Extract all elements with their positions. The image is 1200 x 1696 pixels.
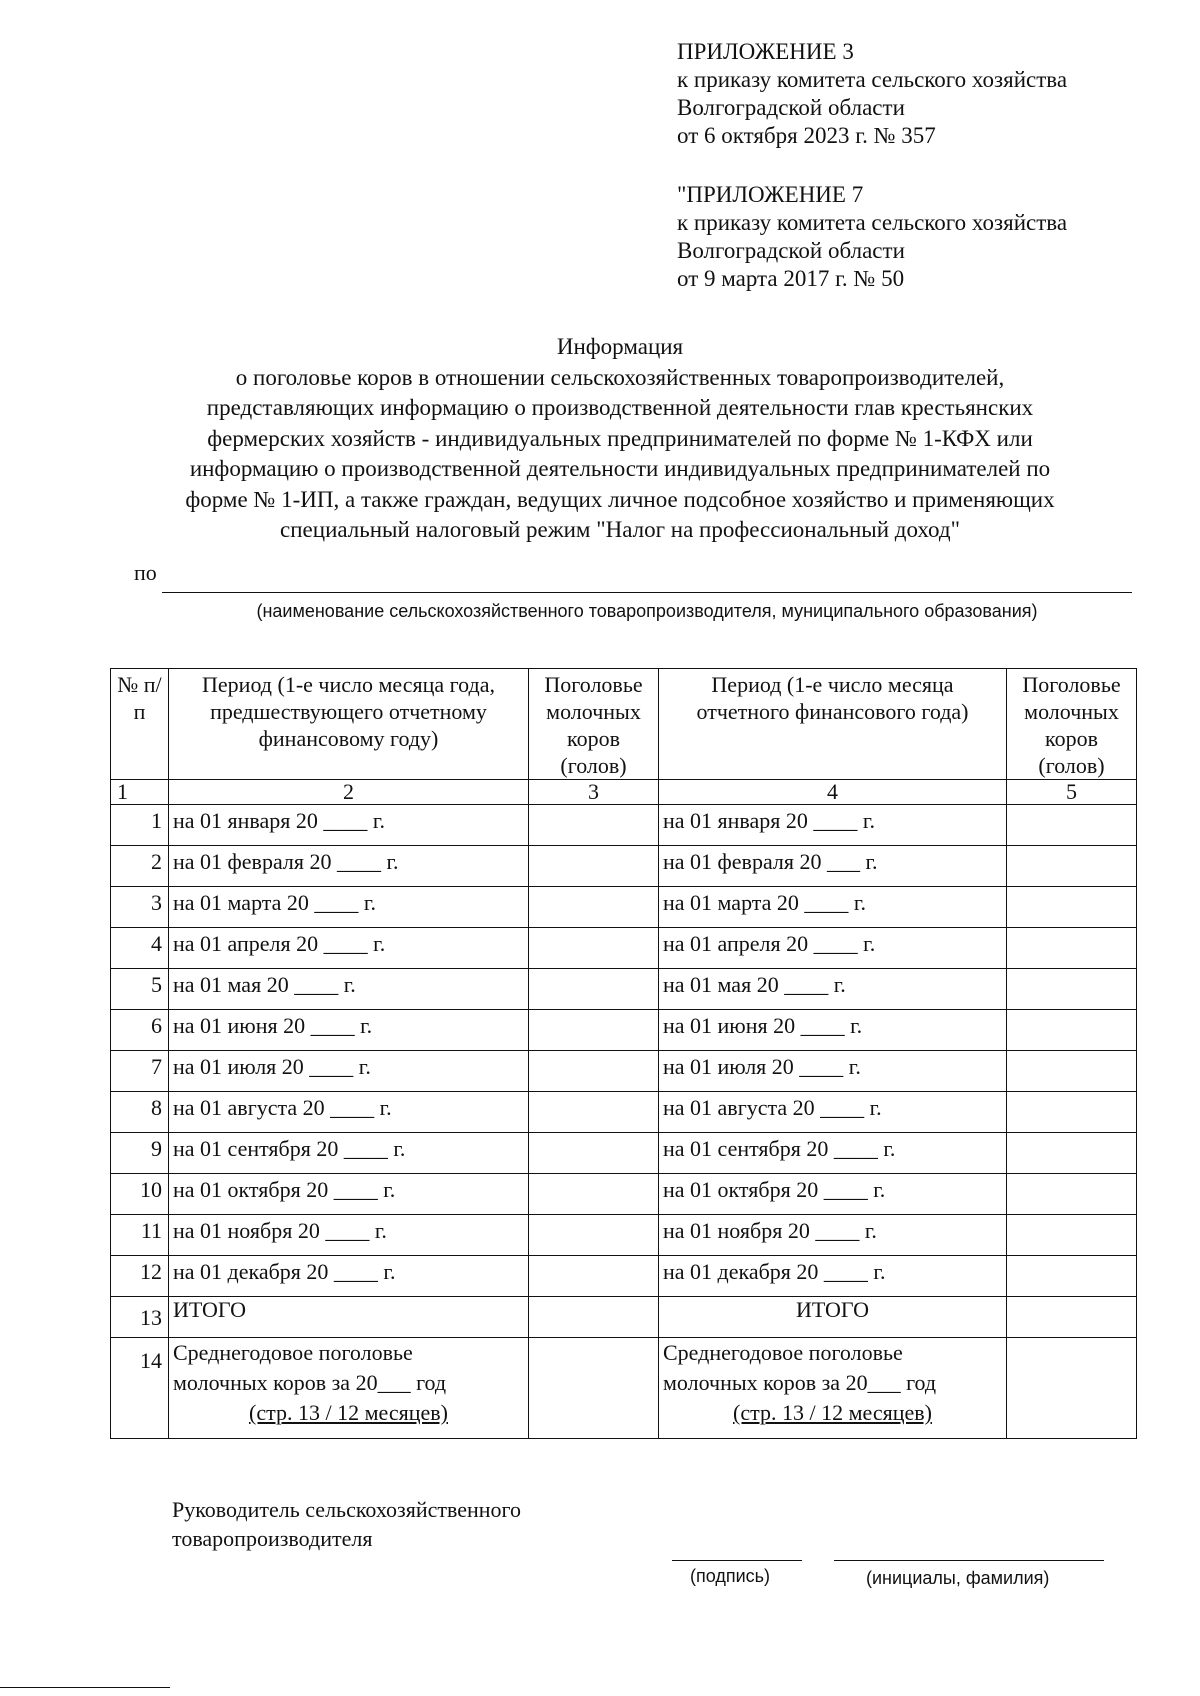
appendix-7-line: от 9 марта 2017 г. № 50 — [677, 266, 905, 291]
table-row — [111, 1256, 1137, 1297]
name-caption: (инициалы, фамилия) — [866, 1568, 1050, 1588]
producer-name-field[interactable] — [162, 592, 1132, 593]
prev-period-cell: на 01 января 20 ____ г. — [169, 805, 529, 846]
document-title-line: представляющих информацию о производственной деятельности глав крестьянских — [206, 395, 1034, 420]
row-number: 1 — [111, 805, 169, 846]
table-row — [111, 1174, 1137, 1215]
table-row — [111, 1092, 1137, 1133]
prev-average-line: молочных коров за 20___ год — [173, 1370, 447, 1395]
prev-period-cell: на 01 февраля 20 ____ г. — [169, 846, 529, 887]
cur-period-cell: на 01 мая 20 ____ г. — [659, 969, 1007, 1010]
prev-average-label — [169, 1338, 529, 1439]
cur-period-cell: на 01 декабря 20 ____ г. — [659, 1256, 1007, 1297]
prev-period-cell: на 01 ноября 20 ____ г. — [169, 1215, 529, 1256]
appendix-7-line: к приказу комитета сельского хозяйства — [677, 210, 1068, 235]
prev-period-cell: на 01 июля 20 ____ г. — [169, 1051, 529, 1092]
prev-count-cell[interactable] — [529, 1133, 659, 1174]
cur-period-cell: на 01 ноября 20 ____ г. — [659, 1215, 1007, 1256]
appendix-7-line: Волгоградской области — [677, 238, 905, 263]
prev-count-cell[interactable] — [529, 887, 659, 928]
signature-title-line: товаропроизводителя — [172, 1526, 373, 1551]
document-title-line: фермерских хозяйств - индивидуальных предпринимателей по форме № 1-КФХ или — [207, 425, 1033, 451]
cur-average-label — [659, 1338, 1007, 1439]
table-header-row — [111, 669, 1137, 780]
prev-period-cell: на 01 июня 20 ____ г. — [169, 1010, 529, 1051]
row-number: 4 — [111, 928, 169, 969]
signature-title-line: Руководитель сельскохозяйственного — [172, 1497, 522, 1522]
prev-period-cell: на 01 марта 20 ____ г. — [169, 887, 529, 928]
prev-count-cell[interactable] — [529, 928, 659, 969]
row-number: 6 — [111, 1010, 169, 1051]
column-number: 5 — [1007, 780, 1137, 805]
cur-count-cell[interactable] — [1007, 887, 1137, 928]
cur-average-cell[interactable] — [1007, 1338, 1137, 1439]
prev-count-cell[interactable] — [529, 1092, 659, 1133]
prev-count-cell[interactable] — [529, 969, 659, 1010]
column-number-row — [111, 780, 1137, 805]
prev-average-line: Среднегодовое поголовье — [173, 1340, 413, 1365]
producer-name-caption: (наименование сельскохозяйственного товаропроизводителя, муниципального образования) — [256, 601, 1038, 621]
document-title-line: форме № 1-ИП, а также граждан, ведущих личное подсобное хозяйство и применяющих — [185, 486, 1055, 512]
cur-period-cell: на 01 марта 20 ____ г. — [659, 887, 1007, 928]
prev-count-cell[interactable] — [529, 1174, 659, 1215]
prev-period-cell: на 01 сентября 20 ____ г. — [169, 1133, 529, 1174]
cur-period-cell: на 01 февраля 20 ___ г. — [659, 846, 1007, 887]
cur-average-line: Среднегодовое поголовье — [663, 1340, 903, 1365]
header-cur-period: Период (1-е число месяца отчетного финансового года) — [659, 669, 1007, 780]
cur-period-cell: на 01 апреля 20 ____ г. — [659, 928, 1007, 969]
cur-period-cell: на 01 октября 20 ____ г. — [659, 1174, 1007, 1215]
prev-total-cell[interactable] — [529, 1297, 659, 1338]
cur-period-cell: на 01 сентября 20 ____ г. — [659, 1133, 1007, 1174]
prev-period-cell: на 01 апреля 20 ____ г. — [169, 928, 529, 969]
cur-total-cell[interactable] — [1007, 1297, 1137, 1338]
document-heading: Информация — [556, 334, 684, 359]
appendix-3-line: к приказу комитета сельского хозяйства — [677, 67, 1068, 92]
document-title-line: о поголовье коров в отношении сельскохозяйственных товаропроизводителей, — [235, 364, 1005, 390]
prev-count-cell[interactable] — [529, 1010, 659, 1051]
header-cur-count: Поголовье молочных коров (голов) — [1007, 669, 1137, 780]
prev-count-cell[interactable] — [529, 1256, 659, 1297]
prev-period-cell: на 01 декабря 20 ____ г. — [169, 1256, 529, 1297]
table-row — [111, 846, 1137, 887]
row-number: 12 — [111, 1256, 169, 1297]
header-prev-count: Поголовье молочных коров (голов) — [529, 669, 659, 780]
prev-total-label: ИТОГО — [169, 1297, 529, 1338]
column-number: 3 — [529, 780, 659, 805]
table-row — [111, 969, 1137, 1010]
appendix-3-line: Волгоградской области — [677, 95, 905, 120]
row-number: 10 — [111, 1174, 169, 1215]
cur-period-cell: на 01 июля 20 ____ г. — [659, 1051, 1007, 1092]
table-row — [111, 1133, 1137, 1174]
row-number: 9 — [111, 1133, 169, 1174]
prev-count-cell[interactable] — [529, 805, 659, 846]
appendix-3-line: от 6 октября 2023 г. № 357 — [677, 123, 936, 148]
row-number: 2 — [111, 846, 169, 887]
cur-count-cell[interactable] — [1007, 1010, 1137, 1051]
appendix-3-header — [677, 38, 1067, 150]
table-row — [111, 928, 1137, 969]
prev-count-cell[interactable] — [529, 1051, 659, 1092]
prev-period-cell: на 01 октября 20 ____ г. — [169, 1174, 529, 1215]
header-number: № п/п — [111, 669, 169, 780]
signature-title — [172, 1495, 521, 1553]
row-number: 13 — [111, 1297, 169, 1338]
table-row — [111, 1215, 1137, 1256]
for-label: по — [134, 560, 157, 585]
document-title-line: информацию о производственной деятельности индивидуальных предпринимателей по — [189, 456, 1051, 481]
row-number: 5 — [111, 969, 169, 1010]
document-title-line: специальный налоговый режим "Налог на профессиональный доход" — [280, 517, 960, 542]
cur-count-cell[interactable] — [1007, 1051, 1137, 1092]
average-row — [111, 1338, 1137, 1439]
table-row — [111, 805, 1137, 846]
signature-caption: (подпись) — [690, 1566, 771, 1586]
prev-period-cell: на 01 мая 20 ____ г. — [169, 969, 529, 1010]
cur-count-cell[interactable] — [1007, 1092, 1137, 1133]
column-number: 2 — [169, 780, 529, 805]
prev-average-formula: (стр. 13 / 12 месяцев) — [249, 1400, 448, 1425]
column-number: 4 — [659, 780, 1007, 805]
cur-count-cell[interactable] — [1007, 969, 1137, 1010]
cur-count-cell[interactable] — [1007, 805, 1137, 846]
cur-period-cell: на 01 января 20 ____ г. — [659, 805, 1007, 846]
appendix-3-title: ПРИЛОЖЕНИЕ 3 — [677, 39, 854, 64]
appendix-7-header — [677, 181, 1067, 293]
table-row — [111, 1051, 1137, 1092]
appendix-7-title: "ПРИЛОЖЕНИЕ 7 — [677, 182, 864, 207]
total-row — [111, 1297, 1137, 1338]
cur-count-cell[interactable] — [1007, 846, 1137, 887]
cur-average-line: молочных коров за 20___ год — [663, 1370, 937, 1395]
table-row — [111, 887, 1137, 928]
cur-total-label: ИТОГО — [659, 1297, 1007, 1338]
cur-period-cell: на 01 августа 20 ____ г. — [659, 1092, 1007, 1133]
cur-count-cell[interactable] — [1007, 1256, 1137, 1297]
cur-count-cell[interactable] — [1007, 1215, 1137, 1256]
cur-count-cell[interactable] — [1007, 928, 1137, 969]
footer-divider — [0, 1687, 170, 1688]
row-number: 8 — [111, 1092, 169, 1133]
prev-count-cell[interactable] — [529, 846, 659, 887]
prev-average-cell[interactable] — [529, 1338, 659, 1439]
row-number: 3 — [111, 887, 169, 928]
document-title — [120, 332, 1120, 546]
header-prev-period: Период (1-е число месяца года, предшествующего отчетному финансовому году) — [169, 669, 529, 780]
cow-population-table — [110, 668, 1137, 1439]
cur-average-formula: (стр. 13 / 12 месяцев) — [733, 1400, 932, 1425]
column-number: 1 — [111, 780, 169, 805]
cur-count-cell[interactable] — [1007, 1174, 1137, 1215]
cur-period-cell: на 01 июня 20 ____ г. — [659, 1010, 1007, 1051]
signature-field[interactable] — [672, 1560, 802, 1561]
row-number: 11 — [111, 1215, 169, 1256]
row-number: 14 — [111, 1338, 169, 1439]
prev-period-cell: на 01 августа 20 ____ г. — [169, 1092, 529, 1133]
table-row — [111, 1010, 1137, 1051]
name-field[interactable] — [834, 1560, 1104, 1561]
cur-count-cell[interactable] — [1007, 1133, 1137, 1174]
row-number: 7 — [111, 1051, 169, 1092]
prev-count-cell[interactable] — [529, 1215, 659, 1256]
